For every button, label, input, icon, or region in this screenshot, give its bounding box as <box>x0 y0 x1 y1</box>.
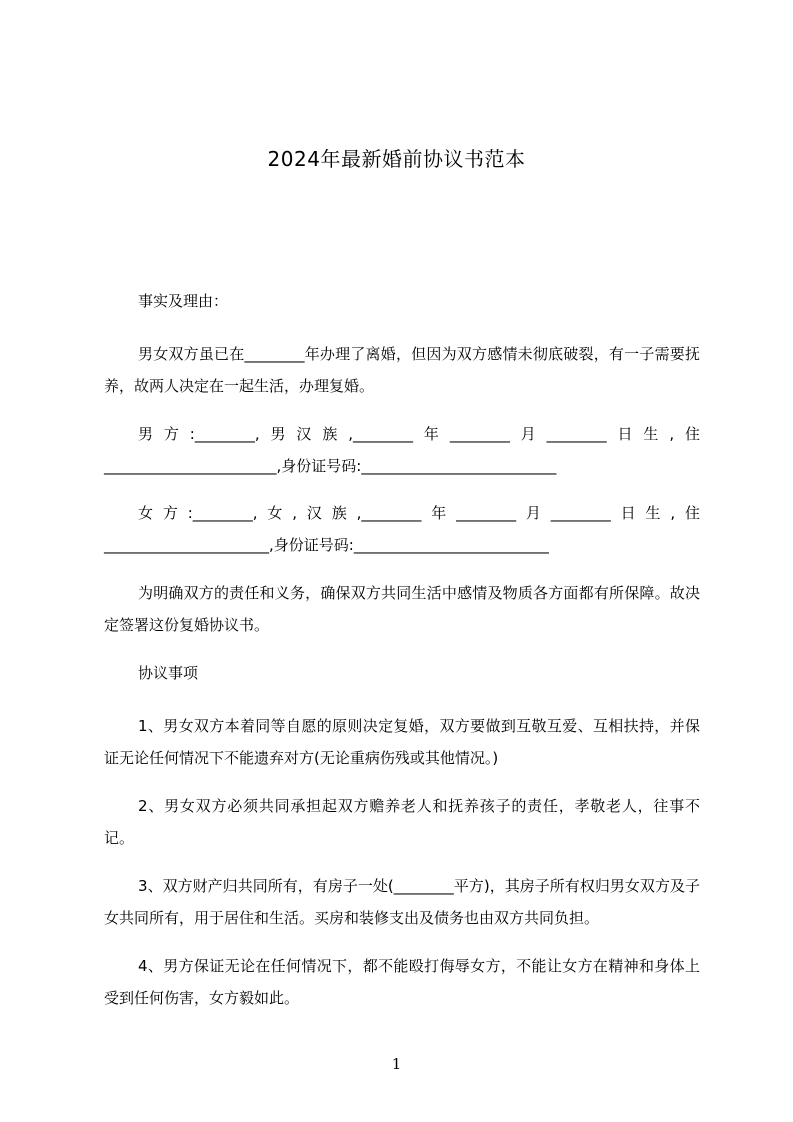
paragraph-purpose: 为明确双方的责任和义务，确保双方共同生活中感情及物质各方面都有所保障。故决定签署这份复婚协议书。 <box>104 584 700 634</box>
clause-2: 2、男女双方必须共同承担起双方赡养老人和抚养孩子的责任，孝敬老人，往事不记。 <box>104 797 700 847</box>
document-title: 2024年最新婚前协议书范本 <box>267 147 526 171</box>
paragraph-wife-info: 女方:________,女,汉族,________年________月________日生,住______________________,身份证号码:__________________________ <box>104 504 700 554</box>
paragraph-background: 男女双方虽已在________年办理了离婚，但因为双方感情未彻底破裂，有一子需要抚养，故两人决定在一起生活，办理复婚。 <box>104 345 700 395</box>
agreement-heading: 协议事项 <box>138 664 199 682</box>
clause-4: 4、男方保证无论在任何情况下，都不能殴打侮辱女方，不能让女方在精神和身体上受到任何伤害，女方毅如此。 <box>104 957 700 1007</box>
clause-1: 1、男女双方本着同等自愿的原则决定复婚，双方要做到互敬互爱、互相扶持，并保证无论任何情况下不能遗弃对方(无论重病伤残或其他情况。) <box>104 717 700 767</box>
facts-heading: 事实及理由： <box>138 292 229 310</box>
page-number: 1 <box>391 1055 402 1073</box>
paragraph-husband-info: 男方:________,男汉族,________年________月________日生,住_______________________,身份证号码:__________________________ <box>104 425 700 475</box>
clause-3: 3、双方财产归共同所有，有房子一处(________平方)，其房子所有权归男女双方及子女共同所有，用于居住和生活。买房和装修支出及债务也由双方共同负担。 <box>104 877 700 927</box>
